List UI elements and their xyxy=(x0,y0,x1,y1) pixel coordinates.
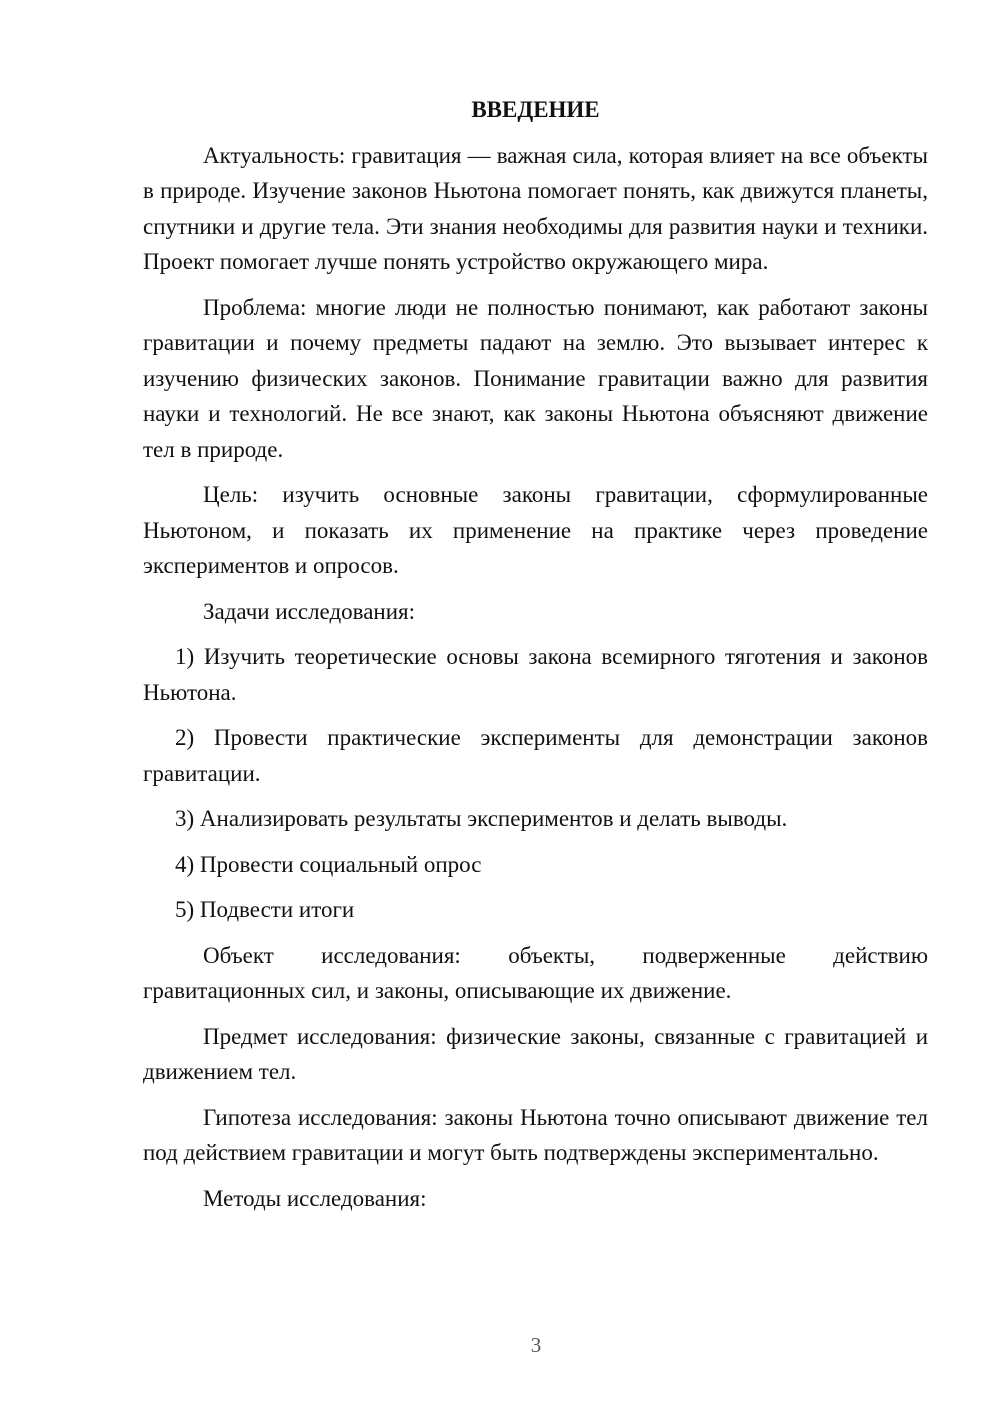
task-item-3: 3) Анализировать результаты экспериментов и делать выводы. xyxy=(175,806,788,831)
paragraph-subject: Предмет исследования: физические законы, связанные с гравитацией и движением тел. xyxy=(143,1023,928,1084)
page-number: 3 xyxy=(530,1333,542,1357)
paragraph-object: Объект исследования: объекты, подверженные действию гравитационных сил, и законы, описывающие их движение. xyxy=(143,942,928,1003)
section-title: ВВЕДЕНИЕ xyxy=(471,97,600,122)
task-item-2: 2) Провести практические эксперименты для демонстрации законов гравитации. xyxy=(143,725,928,786)
task-item-4: 4) Провести социальный опрос xyxy=(175,851,482,877)
task-item-1: 1) Изучить теоретические основы закона всемирного тяготения и законов Ньютона. xyxy=(143,644,928,705)
task-item-5: 5) Подвести итоги xyxy=(175,897,355,922)
paragraph-relevance: Актуальность: гравитация — важная сила, которая влияет на все объекты в природе. Изучение законов Ньютона помогает понять, как движутся планеты, спутники и другие тела. Эти знания необходимы для развития науки и техники. Проект помогает лучше понять устройство окружающего мира. xyxy=(143,142,928,274)
paragraph-hypothesis: Гипотеза исследования: законы Ньютона точно описывают движение тел под действием гравитации и могут быть подтверждены экспериментально. xyxy=(143,1104,928,1165)
paragraph-problem: Проблема: многие люди не полностью понимают, как работают законы гравитации и почему предметы падают на землю. Это вызывает интерес к изучению физических законов. Понимание гравитации важно для развития науки и технологий. Не все знают, как законы Ньютона объясняют движение тел в природе. xyxy=(143,294,928,462)
methods-heading: Методы исследования: xyxy=(203,1185,427,1211)
document-page xyxy=(143,92,928,1226)
paragraph-goal: Цель: изучить основные законы гравитации, сформулированные Ньютоном, и показать их применение на практике через проведение экспериментов и опросов. xyxy=(143,482,928,578)
tasks-heading: Задачи исследования: xyxy=(203,598,416,624)
